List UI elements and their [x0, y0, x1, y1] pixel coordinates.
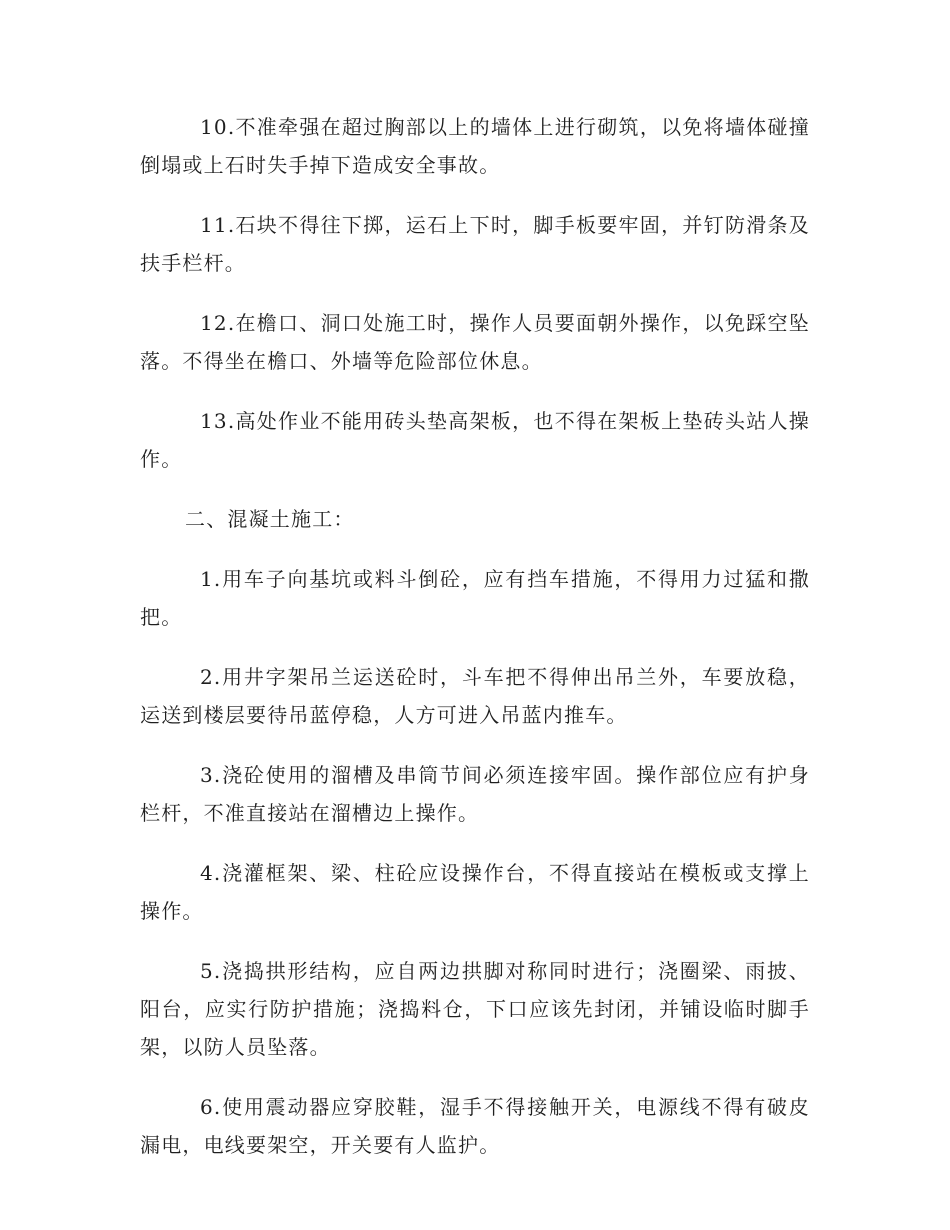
section-heading-concrete: 二、混凝土施工： [185, 507, 355, 531]
paragraph-item-4: 4.浇灌框架、梁、柱砼应设操作台，不得直接站在模板或支撑上操作。 [140, 861, 810, 923]
paragraph-item-3: 3.浇砼使用的溜槽及串筒节间必须连接牢固。操作部位应有护身栏杆，不准直接站在溜槽边上操作。 [140, 763, 810, 825]
paragraph-item-12: 12.在檐口、洞口处施工时，操作人员要面朝外操作，以免踩空坠落。不得坐在檐口、外墙等危险部位休息。 [140, 311, 810, 373]
paragraph-item-2: 2.用井字架吊兰运送砼时，斗车把不得伸出吊兰外，车要放稳，运送到楼层要待吊蓝停稳，人方可进入吊蓝内推车。 [140, 665, 810, 727]
paragraph-item-5: 5.浇捣拱形结构，应自两边拱脚对称同时进行；浇圈梁、雨披、阳台，应实行防护措施；浇捣料仓，下口应该先封闭，并铺设临时脚手架，以防人员坠落。 [140, 959, 810, 1059]
paragraph-item-1: 1.用车子向基坑或料斗倒砼，应有挡车措施，不得用力过猛和撒把。 [140, 567, 810, 629]
paragraph-item-13: 13.高处作业不能用砖头垫高架板，也不得在架板上垫砖头站人操作。 [140, 409, 810, 471]
document-body [140, 108, 810, 1186]
paragraph-item-11: 11.石块不得往下掷，运石上下时，脚手板要牢固，并钉防滑条及扶手栏杆。 [140, 213, 810, 275]
paragraph-item-6: 6.使用震动器应穿胶鞋，湿手不得接触开关，电源线不得有破皮漏电，电线要架空，开关要有人监护。 [140, 1095, 810, 1157]
paragraph-item-10: 10.不准牵强在超过胸部以上的墙体上进行砌筑，以免将墙体碰撞倒塌或上石时失手掉下造成安全事故。 [140, 115, 810, 177]
